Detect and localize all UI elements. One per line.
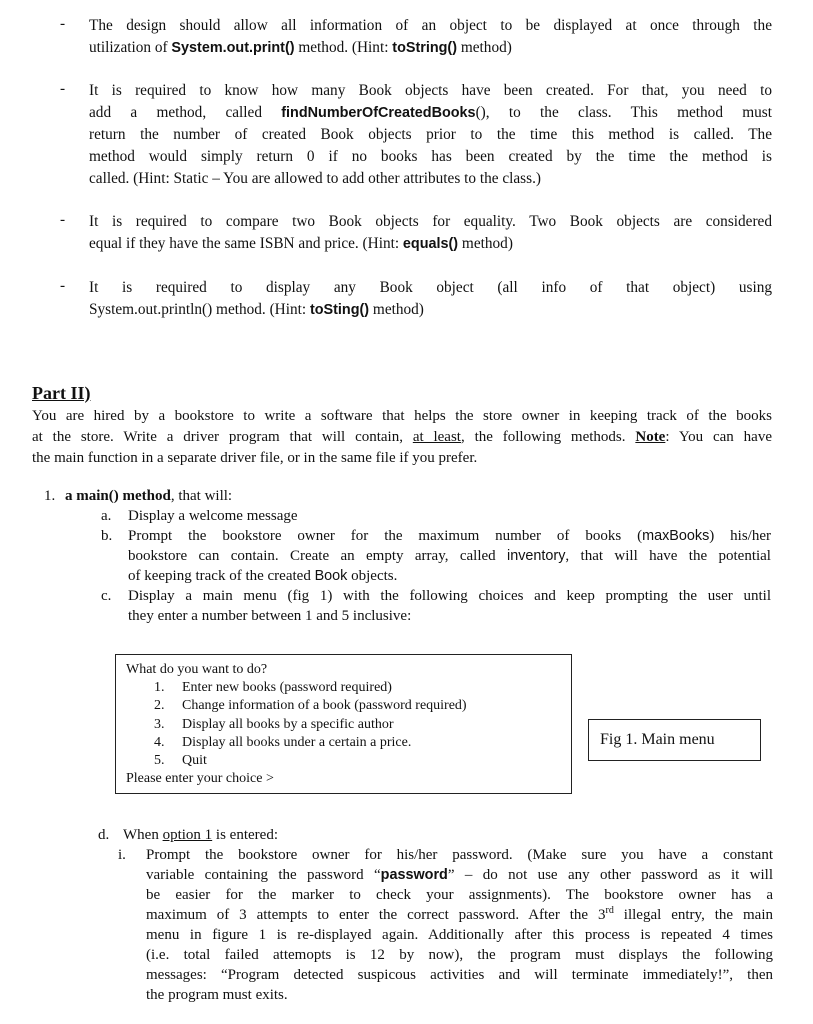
- paragraph-line: [128, 546, 771, 566]
- sub-item-d: [98, 825, 778, 845]
- sub-marker: d.: [98, 827, 110, 843]
- text: It is required to display any Book object (all info of that object) using: [89, 279, 772, 296]
- text: It is required to compare two Book objects for equality. Two Book objects are considered: [89, 213, 772, 230]
- text: ” – do not use any other password as it will: [447, 867, 773, 883]
- paragraph-line: [89, 146, 772, 168]
- sub-item-c: [101, 586, 771, 626]
- paragraph-line: [146, 905, 773, 925]
- code-term: System.out.print(): [171, 40, 295, 56]
- text: the program must exits.: [146, 987, 288, 1003]
- sub-marker: c.: [101, 588, 112, 604]
- section-heading: Part II): [32, 383, 91, 403]
- paragraph-line: [146, 885, 773, 905]
- bullet-dash: -: [60, 211, 66, 228]
- text: : You can have: [665, 429, 772, 445]
- menu-option: [126, 734, 561, 752]
- sub-item-i: [118, 845, 773, 1005]
- paragraph-line: [89, 299, 772, 321]
- paragraph-line: [89, 15, 772, 37]
- sub-marker: i.: [118, 847, 126, 863]
- option-text: Display all books under a certain a price.: [182, 734, 412, 750]
- text: , that will:: [170, 488, 233, 504]
- paragraph-line: [128, 606, 771, 626]
- text: return the number of created Book objects prior to the time this method is called. The: [89, 126, 772, 143]
- paragraph-line: [128, 526, 771, 546]
- code-term: maxBooks: [642, 528, 710, 544]
- menu-choice-prompt: Please enter your choice >: [126, 771, 274, 787]
- text: menu in figure 1 is re-displayed again. Additionally after this process is repeated 4 times: [146, 927, 773, 943]
- text: is entered:: [212, 827, 278, 843]
- text: be easier for the marker to check your assignments). The bookstore owner has a: [146, 887, 773, 903]
- text: System.out.println() method. (Hint:: [89, 301, 310, 318]
- option-text: Display all books by a specific author: [182, 716, 394, 732]
- text: called. (Hint: Static – You are allowed to add other attributes to the class.): [89, 170, 541, 187]
- option-text: Quit: [182, 753, 207, 769]
- text: they enter a number between 1 and 5 inclusive:: [128, 608, 412, 624]
- note-label: Note: [635, 429, 666, 445]
- text: (i.e. total failed attemopts is 12 by now), the program must displays the following: [146, 947, 773, 963]
- paragraph-line: [89, 124, 772, 146]
- paragraph-line: [146, 945, 773, 965]
- text: Prompt the bookstore owner for his/her password. (Make sure you have a constant: [146, 847, 773, 863]
- text: , that will have the potential: [565, 548, 771, 564]
- code-term: inventory: [507, 548, 566, 564]
- section-intro: [32, 406, 772, 469]
- text: add a method, called: [89, 104, 282, 121]
- paragraph-line: [89, 233, 772, 255]
- menu-option: [126, 697, 561, 715]
- paragraph-line: [146, 865, 773, 885]
- text: illegal entry, the main: [613, 907, 773, 923]
- paragraph-line: [146, 965, 773, 985]
- option-number: 5.: [154, 753, 165, 769]
- paragraph-line: [146, 925, 773, 945]
- sub-marker: b.: [101, 528, 113, 544]
- underlined-text: option 1: [162, 827, 213, 843]
- text: equal if they have the same ISBN and price. (Hint:: [89, 235, 403, 252]
- bullet-equals: [60, 211, 772, 255]
- paragraph-line: [89, 168, 772, 190]
- option-number: 3.: [154, 716, 165, 732]
- paragraph-line: [32, 406, 772, 427]
- paragraph-line: [146, 845, 773, 865]
- sub-marker: a.: [101, 508, 112, 524]
- text: at the store. Write a driver program that will contain,: [32, 429, 413, 445]
- text: You are hired by a bookstore to write a software that helps the store owner in keeping track of the books: [32, 408, 772, 424]
- code-term: toString(): [392, 40, 458, 56]
- text: method): [369, 301, 424, 318]
- paragraph-line: [128, 586, 771, 606]
- option-text: Change information of a book (password required): [182, 698, 467, 714]
- menu-prompt: What do you want to do?: [126, 662, 268, 677]
- item-label: a main() method: [65, 488, 171, 504]
- text: When: [123, 827, 163, 843]
- list-number: 1.: [44, 488, 56, 504]
- bullet-dash: -: [60, 80, 66, 97]
- code-term: Book: [314, 568, 348, 584]
- text: method. (Hint:: [294, 39, 393, 56]
- text: , the following methods.: [460, 429, 636, 445]
- menu-option: [126, 752, 561, 770]
- paragraph-line: [89, 211, 772, 233]
- figure-caption: Fig 1. Main menu: [588, 719, 761, 761]
- paragraph-line: [89, 80, 772, 102]
- bullet-count-books: [60, 80, 772, 190]
- paragraph-line: [146, 985, 773, 1005]
- bullet-dash: -: [60, 15, 66, 32]
- sub-item-b: [101, 526, 771, 586]
- bullet-dash: -: [60, 277, 66, 294]
- text: of keeping track of the created: [128, 568, 315, 584]
- underlined-text: at least: [412, 429, 461, 445]
- paragraph-line: [128, 566, 771, 586]
- paragraph-line: [89, 37, 772, 59]
- code-term: equals(): [402, 236, 459, 252]
- text: objects.: [347, 568, 398, 584]
- text: (), to the class. This method must: [475, 104, 773, 121]
- text: Display a welcome message: [128, 508, 298, 524]
- text: The design should allow all information of an object to be displayed at once through the: [89, 17, 772, 34]
- text: ) his/her: [709, 528, 771, 544]
- paragraph-line: [89, 102, 772, 124]
- text: It is required to know how many Book objects have been created. For that, you need to: [89, 82, 772, 99]
- code-term: password: [380, 867, 448, 883]
- code-term: findNumberOfCreatedBooks: [281, 105, 476, 121]
- list-item-main-method: [44, 486, 774, 506]
- text: Prompt the bookstore owner for the maximum number of books (: [128, 528, 643, 544]
- main-menu-figure: [115, 654, 572, 794]
- paragraph-line: [32, 427, 772, 448]
- text: maximum of 3 attempts to enter the correct password. After the 3: [146, 907, 606, 923]
- superscript: rd: [605, 905, 614, 916]
- text: bookstore can contain. Create an empty array, called: [128, 548, 508, 564]
- text: method): [458, 235, 513, 252]
- paragraph-line: [32, 448, 772, 469]
- paragraph-line: [89, 277, 772, 299]
- option-number: 2.: [154, 698, 165, 714]
- sub-item-a: [101, 506, 751, 526]
- text: method): [457, 39, 512, 56]
- text: messages: “Program detected suspicous activities and will terminate immediately!”, then: [146, 967, 773, 983]
- option-number: 4.: [154, 734, 165, 750]
- code-term: toSting(): [309, 302, 370, 318]
- menu-option: [126, 716, 561, 734]
- text: variable containing the password “: [146, 867, 381, 883]
- text: the main function in a separate driver file, or in the same file if you prefer.: [32, 450, 478, 466]
- text: Display a main menu (fig 1) with the following choices and keep prompting the user until: [128, 588, 771, 604]
- option-text: Enter new books (password required): [182, 680, 392, 696]
- text: method would simply return 0 if no books has been created by the time the method is: [89, 148, 772, 165]
- option-number: 1.: [154, 680, 165, 696]
- bullet-println: [60, 277, 772, 321]
- text: utilization of: [89, 39, 172, 56]
- menu-option: [126, 679, 561, 697]
- bullet-tostring-display: [60, 15, 772, 59]
